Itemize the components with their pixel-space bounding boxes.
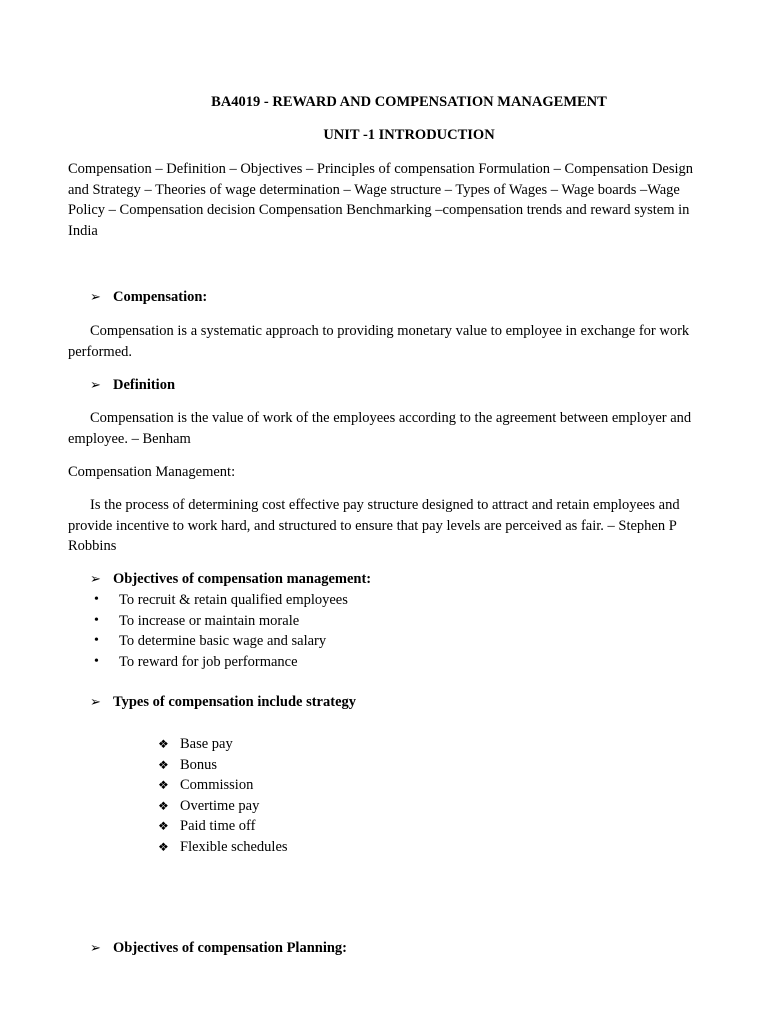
syllabus-paragraph (68, 159, 724, 241)
list-item (158, 816, 288, 837)
arrow-bullet-icon: ➢ (90, 571, 101, 586)
arrow-bullet-icon: ➢ (90, 377, 101, 392)
compensation-paragraph (68, 321, 724, 362)
arrow-bullet-icon: ➢ (90, 694, 101, 709)
list-item (94, 590, 348, 611)
list-item (158, 837, 288, 858)
arrow-bullet-icon: ➢ (90, 289, 101, 304)
heading-text: Types of compensation include strategy (113, 694, 357, 710)
types-heading (90, 692, 730, 713)
diamond-bullet-icon: ❖ (158, 737, 169, 751)
unit-title: UNIT -1 INTRODUCTION (323, 127, 495, 143)
diamond-bullet-icon: ❖ (158, 757, 169, 772)
definition-paragraph (68, 408, 724, 449)
list-item (94, 611, 348, 632)
heading-text: Definition (113, 377, 176, 393)
compensation-heading (90, 287, 730, 308)
paragraph-line: Robbins (68, 538, 117, 555)
paragraph-line: Is the process of determining cost effective pay structure designed to attract and retain employees and (90, 497, 680, 513)
diamond-bullet-icon: ❖ (158, 839, 169, 854)
types-list (158, 734, 288, 858)
arrow-bullet-icon: ➢ (90, 940, 101, 955)
bullet-icon: • (94, 592, 99, 607)
list-item-text: To recruit & retain qualified employees (119, 592, 348, 608)
paragraph-line: Compensation is a systematic approach to providing monetary value to employee in exchange for work (90, 323, 690, 339)
list-item (158, 796, 288, 817)
list-item-text: Flexible schedules (180, 838, 288, 855)
paragraph-line: Compensation is the value of work of the employees according to the agreement between employer and (90, 410, 692, 426)
paragraph-line: performed. (68, 343, 133, 360)
list-item-text: Commission (180, 777, 254, 794)
paragraph-line: provide incentive to work hard, and structured to ensure that pay levels are perceived as fair. – Stephen P (68, 517, 677, 534)
list-item (158, 734, 288, 755)
list-item-text: Base pay (180, 736, 233, 752)
diamond-bullet-icon: ❖ (158, 819, 169, 834)
list-item (158, 755, 288, 776)
definition-heading (90, 375, 730, 396)
compensation-management-paragraph (68, 495, 724, 557)
diamond-bullet-icon: ❖ (158, 798, 169, 813)
list-item-text: Bonus (180, 756, 218, 773)
bullet-icon: • (94, 612, 99, 628)
list-item-text: To reward for job performance (119, 653, 298, 670)
heading-text: Compensation: (113, 289, 208, 305)
syllabus-line: India (68, 222, 98, 239)
heading-text: Objectives of compensation management: (113, 571, 372, 587)
list-item (94, 631, 348, 652)
list-item-text: Paid time off (180, 818, 256, 835)
syllabus-line: and Strategy – Theories of wage determination – Wage structure – Types of Wages – Wage boards –Wage (68, 181, 680, 198)
list-item-text: To increase or maintain morale (119, 612, 300, 629)
compensation-management-label: Compensation Management: (68, 464, 236, 480)
objectives-list (94, 590, 348, 672)
planning-heading (90, 938, 730, 959)
document-title: BA4019 - REWARD AND COMPENSATION MANAGEMENT (211, 94, 607, 110)
bullet-icon: • (94, 653, 99, 669)
list-item (94, 652, 348, 673)
list-item-text: To determine basic wage and salary (119, 633, 327, 650)
diamond-bullet-icon: ❖ (158, 778, 169, 793)
objectives-heading (90, 569, 730, 590)
list-item-text: Overtime pay (180, 797, 260, 814)
list-item (158, 775, 288, 796)
heading-text: Objectives of compensation Planning: (113, 940, 348, 956)
paragraph-line: employee. – Benham (68, 430, 191, 447)
bullet-icon: • (94, 633, 99, 649)
syllabus-line: Policy – Compensation decision Compensation Benchmarking –compensation trends and reward system in (68, 202, 690, 219)
syllabus-line: Compensation – Definition – Objectives – Principles of compensation Formulation – Compensation Design (68, 161, 694, 177)
